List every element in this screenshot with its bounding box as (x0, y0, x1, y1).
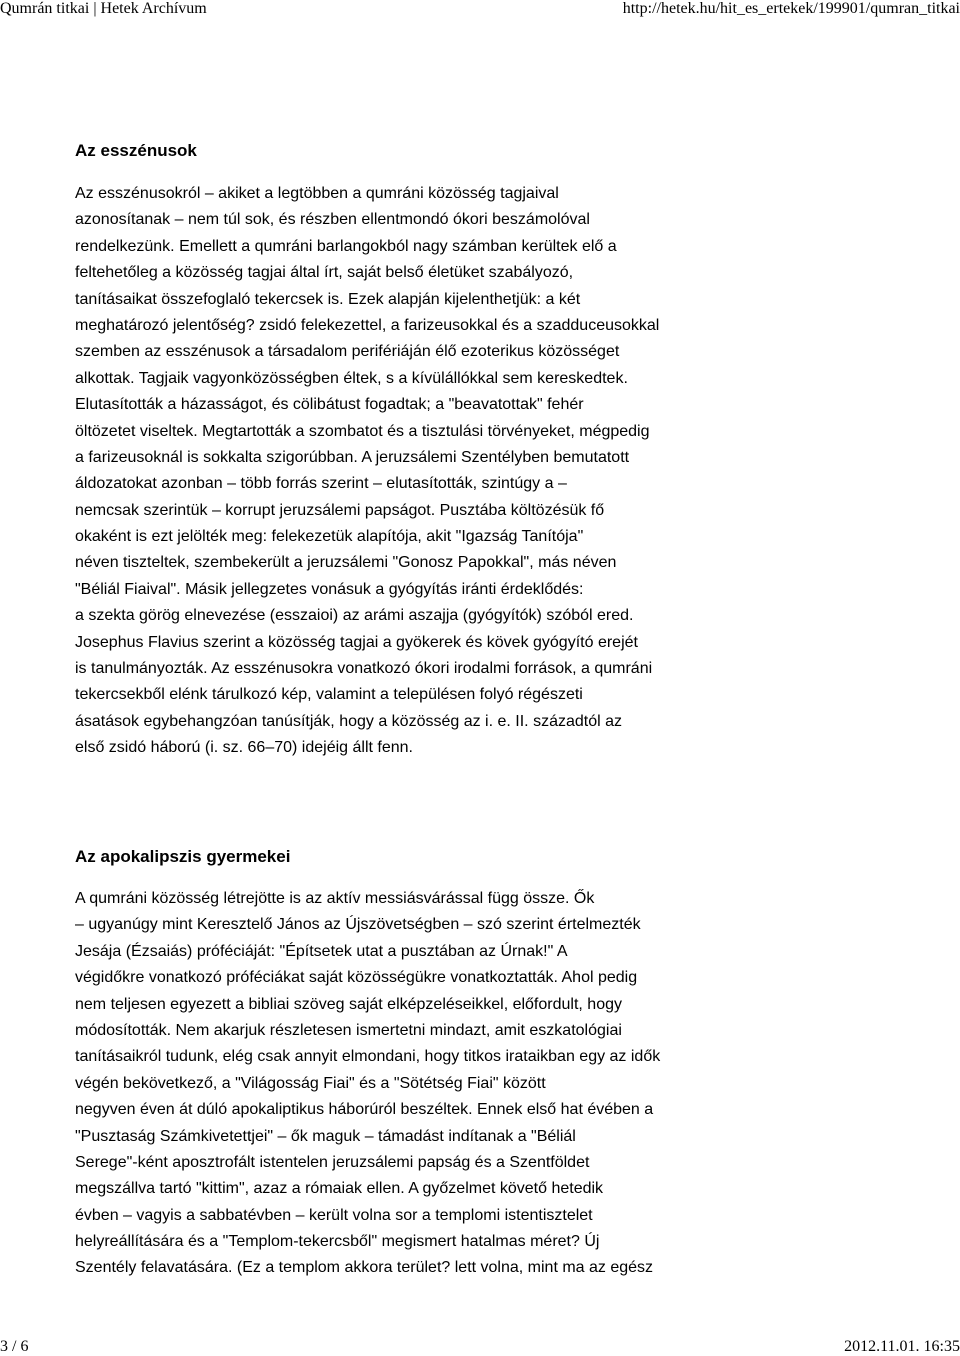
header-page-title: Qumrán titkai | Hetek Archívum (0, 0, 207, 17)
paragraph-line: szemben az esszénusok a társadalom perifériáján élő ezoterikus közösséget (75, 343, 620, 361)
paragraph-line: áldozatokat azonban – több forrás szerint – elutasították, szintúgy a – (75, 475, 567, 493)
paragraph-line: negyven éven át dúló apokaliptikus háborúról beszéltek. Ennek első hat évében a (75, 1101, 654, 1119)
paragraph-line: a szekta görög elnevezése (esszaioi) az arámi aszajja (gyógyítók) szóból ered. (75, 607, 634, 625)
paragraph-line: első zsidó háború (i. sz. 66–70) idejéig állt fenn. (75, 739, 413, 757)
paragraph-line: tekercsekből elénk tárulkozó kép, valamint a településen folyó régészeti (75, 686, 583, 704)
paragraph-line: végén bekövetkező, a "Világosság Fiai" és a "Sötétség Fiai" között (75, 1074, 546, 1092)
paragraph-line: Elutasították a házasságot, és cölibátust fogadtak; a "beavatottak" fehér (75, 396, 584, 414)
paragraph-line: Josephus Flavius szerint a közösség tagjai a gyökerek és kövek gyógyító erejét (75, 633, 638, 651)
paragraph-line: néven tiszteltek, szembekerült a jeruzsálemi "Gonosz Papokkal", más néven (75, 554, 617, 572)
paragraph-line: is tanulmányozták. Az esszénusokra vonatkozó ókori irodalmi források, a qumráni (75, 660, 653, 678)
paragraph-line: ásatások egybehangzóan tanúsítják, hogy a közösség az i. e. II. századtól az (75, 712, 623, 730)
paragraph-line: alkottak. Tagjaik vagyonközösségben éltek, s a kívülállókkal sem kereskedtek. (75, 369, 628, 387)
paragraph-line: megszállva tartó "kittim", azaz a rómaiak ellen. A győzelmet követő hetedik (75, 1180, 604, 1198)
paragraph-line: rendelkezünk. Emellett a qumráni barlangokból nagy számban kerültek elő a (75, 237, 617, 255)
section-title-esszenusok: Az esszénusok (75, 141, 197, 160)
paragraph-line: meghatározó jelentőség? zsidó felekezettel, a farizeusokkal és a szadduceusokkal (75, 316, 660, 334)
paragraph-line: Szentély felavatására. (Ez a templom akkora terület? lett volna, mint ma az egész (75, 1259, 654, 1277)
footer-page-number: 3 / 6 (0, 1338, 29, 1355)
paragraph-line: végidőkre vonatkozó próféciákat saját közösségükre vonatkoztatták. Ahol pedig (75, 969, 638, 987)
paragraph-line: okaként is ezt jelölték meg: felekezetük alapítója, akit "Igazság Tanítója" (75, 528, 584, 546)
paragraph-line: tanításaikról tudunk, elég csak annyit elmondani, hogy titkos irataikban egy az idők (75, 1048, 661, 1066)
paragraph-line: feltehetőleg a közösség tagjai által írt, saját belső életüket szabályozó, (75, 264, 574, 282)
header-url: http://hetek.hu/hit_es_ertekek/199901/qumran_titkai (622, 0, 960, 17)
paragraph-line: Serege"-ként aposztrofált istentelen jeruzsálemi papság és a Szentföldet (75, 1153, 590, 1171)
section-paragraph-esszenusok (75, 181, 659, 762)
paragraph-line: nemcsak szerintük – korrupt jeruzsálemi papságot. Pusztába költözésük fő (75, 501, 605, 519)
paragraph-line: A qumráni közösség létrejötte is az aktív messiásvárással függ össze. Ők (75, 890, 595, 907)
paragraph-line: módosították. Nem akarjuk részletesen ismertetni mindazt, amit eszkatológiai (75, 1021, 622, 1039)
section-title-apokalipszis: Az apokalipszis gyermekei (75, 847, 291, 866)
paragraph-line: – ugyanúgy mint Keresztelő János az Újszövetségben – szó szerint értelmezték (75, 916, 641, 934)
paragraph-line: "Pusztaság Számkivetettjei" – ők maguk – támadást indítanak a "Béliál (75, 1127, 576, 1145)
paragraph-line: a farizeusoknál is sokkalta szigorúbban. A jeruzsálemi Szentélyben bemutatott (75, 448, 630, 466)
paragraph-line: "Béliál Fiaival". Másik jellegzetes vonásuk a gyógyítás iránti érdeklődés: (75, 580, 584, 598)
paragraph-line: helyreállítására és a "Templom-tekercsből" megismert hatalmas méret? Új (75, 1233, 600, 1251)
paragraph-line: Az esszénusokról – akiket a legtöbben a qumráni közösség tagjaival (75, 185, 559, 202)
paragraph-line: Jesája (Ézsaiás) próféciáját: "Építsetek utat a pusztában az Úrnak!" A (75, 942, 568, 960)
section-paragraph-apokalipszis (75, 886, 660, 1282)
paragraph-line: azonosítanak – nem túl sok, és részben ellentmondó ókori beszámolóval (75, 211, 590, 229)
paragraph-line: nem teljesen egyezett a bibliai szöveg saját elképzeléseikkel, előfordult, hogy (75, 995, 622, 1013)
paragraph-line: öltözetet viseltek. Megtartották a szombatot és a tisztulási törvényeket, mégpedig (75, 422, 650, 440)
paragraph-line: tanításaikat összefoglaló tekercsek is. Ezek alapján kijelenthetjük: a két (75, 290, 581, 308)
footer-datetime: 2012.11.01. 16:35 (844, 1338, 960, 1355)
paragraph-line: évben – vagyis a sabbatévben – került volna sor a templomi istentisztelet (75, 1206, 593, 1224)
